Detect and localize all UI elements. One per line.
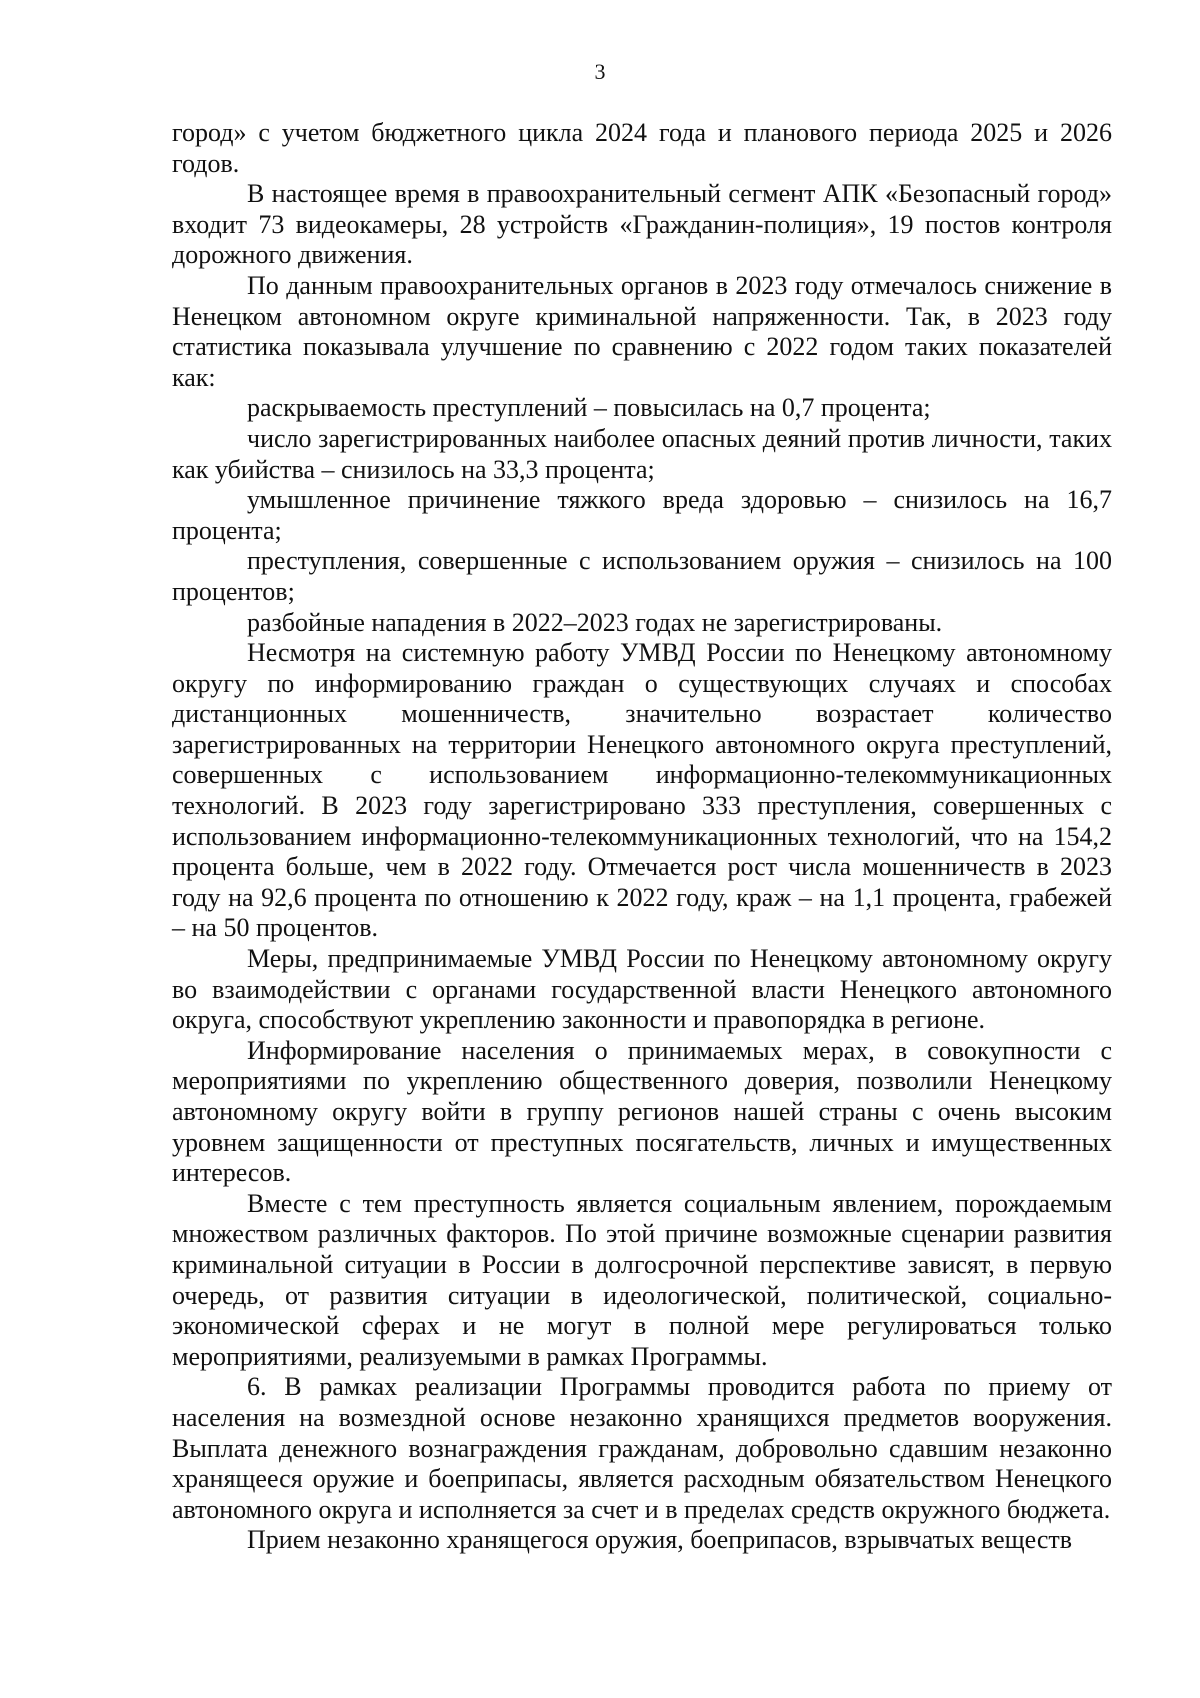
paragraph-section-6: 6. В рамках реализации Программы проводится работа по приему от населения на возмездной основе незаконно хранящихся предметов вооружения. Выплата денежного вознаграждения гражданам, добровольно сдавшим незаконно хранящееся оружие и боеприпасы, является расходным обязательством Ненецкого автономного округа и исполняется за счет и в пределах средств окружного бюджета. — [172, 1372, 1112, 1524]
list-item-robberies: разбойные нападения в 2022–2023 годах не зарегистрированы. — [247, 607, 943, 637]
paragraph-crime-factors: Вместе с тем преступность является социальным явлением, порождаемым множеством различных факторов. По этой причине возможные сценарии развития криминальной ситуации в России в долгосрочной перспективе зависят, в первую очередь, от развития ситуации в идеологической, политической, социально-экономической сферах и не могут в полной мере регулироваться только мероприятиями, реализуемыми в рамках Программы. — [172, 1188, 1112, 1371]
document-body — [172, 118, 1112, 1556]
paragraph-cyber-fraud: Несмотря на системную работу УМВД России по Ненецкому автономному округу по информированию граждан о существующих случаях и способах дистанционных мошенничеств, значительно возрастает количество зарегистрированных на территории Ненецкого автономного округа преступлений, совершенных с использованием информационно-телекоммуникационных технологий. В 2023 году зарегистрировано 333 преступления, совершенных с использованием информационно-телекоммуникационных технологий, что на 154,2 процента больше, чем в 2022 году. Отмечается рост числа мошенничеств в 2023 году на 92,6 процента по отношению к 2022 году, краж – на 1,1 процента, грабежей – на 50 процентов. — [172, 638, 1112, 943]
paragraph-crime-statistics: По данным правоохранительных органов в 2023 году отмечалось снижение в Ненецком автономном округе криминальной напряженности. Так, в 2023 году статистика показывала улучшение по сравнению с 2022 годом таких показателей как: — [172, 270, 1112, 392]
paragraph-public-information: Информирование населения о принимаемых мерах, в совокупности с мероприятиями по укреплению общественного доверия, позволили Ненецкому автономному округу войти в группу регионов нашей страны с очень высоким уровнем защищенности от преступных посягательств, личных и имущественных интересов. — [172, 1035, 1112, 1188]
paragraph-weapons-collection: Прием незаконно хранящегося оружия, боеприпасов, взрывчатых веществ — [247, 1525, 1073, 1555]
list-item-detection-rate: раскрываемость преступлений – повысилась на 0,7 процента; — [247, 393, 931, 423]
paragraph-continuation: город» с учетом бюджетного цикла 2024 года и планового периода 2025 и 2026 годов. — [172, 118, 1112, 178]
list-item-grievous-harm: умышленное причинение тяжкого вреда здоровью – снизилось на 16,7 процента; — [172, 485, 1112, 545]
page-number: 3 — [594, 59, 606, 84]
paragraph-apk-segment: В настоящее время в правоохранительный сегмент АПК «Безопасный город» входит 73 видеокамеры, 28 устройств «Гражданин-полиция», 19 постов контроля дорожного движения. — [172, 179, 1112, 270]
list-item-violent-crimes: число зарегистрированных наиболее опасных деяний против личности, таких как убийства – снизилось на 33,3 процента; — [172, 423, 1112, 484]
list-item-armed-crimes: преступления, совершенные с использованием оружия – снизилось на 100 процентов; — [172, 546, 1112, 606]
paragraph-police-measures: Меры, предпринимаемые УМВД России по Ненецкому автономному округу во взаимодействии с органами государственной власти Ненецкого автономного округа, способствуют укреплению законности и правопорядка в регионе. — [172, 944, 1112, 1035]
